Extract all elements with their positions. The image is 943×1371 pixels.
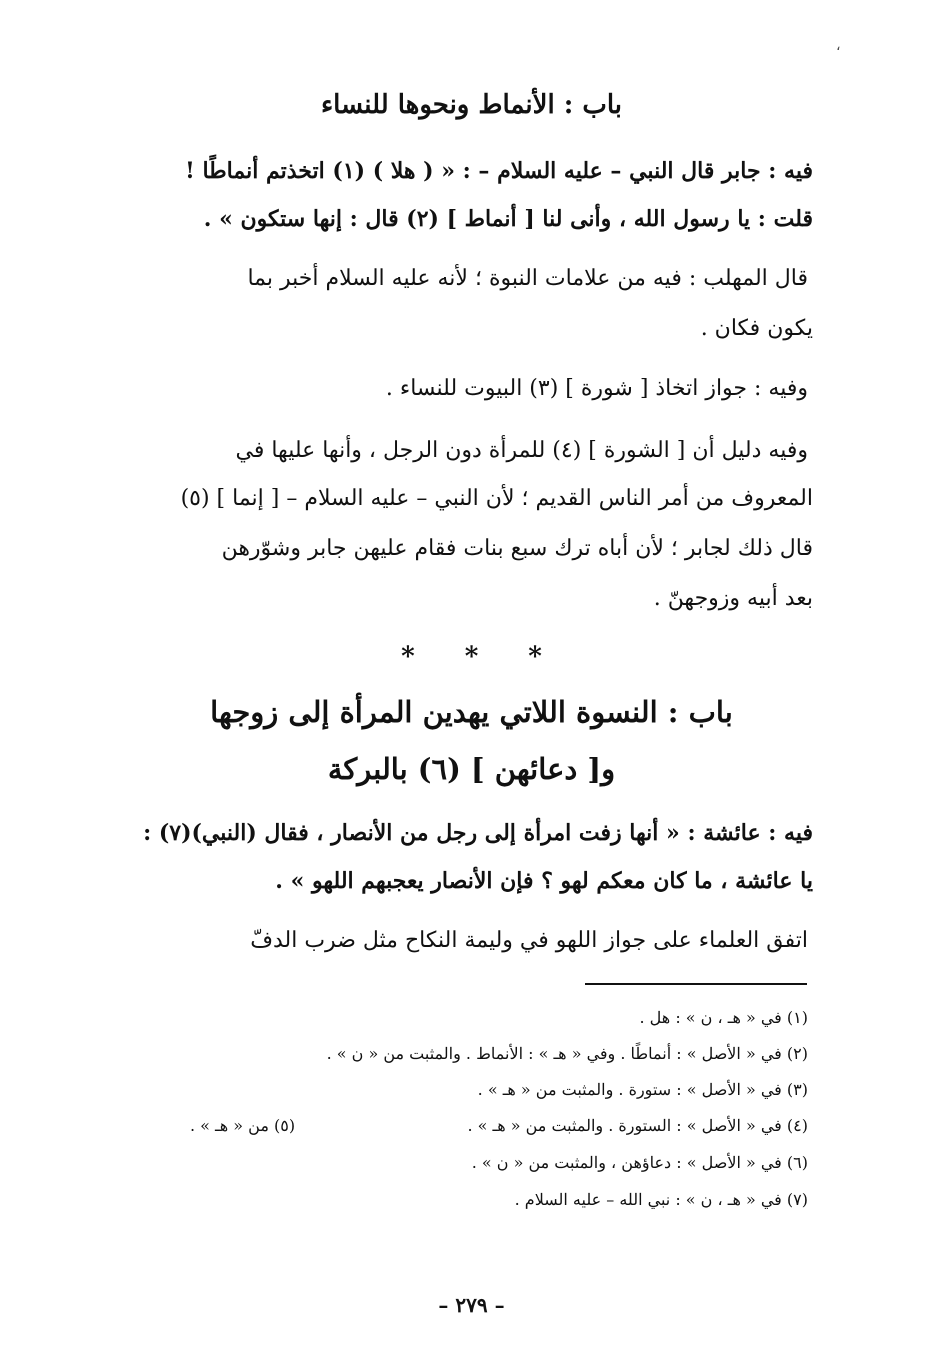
paragraph-line: اتفق العلماء على جواز اللهو في وليمة النكاح مثل ضرب الدفّ <box>250 928 808 953</box>
section-title-nisa-cont: و[ دعائهن ] (٦) بالبركة <box>327 752 616 786</box>
footnote: (٢) في « الأصل » : أنماطًا . وفي « هـ » : الأنماط . والمثبت من « ن » . <box>326 1044 808 1063</box>
hadith-line: فيه : جابر قال النبي – عليه السلام – : « ( هلا ) (١) اتخذتم أنماطًا ! <box>185 158 813 184</box>
section-separator: *** <box>401 642 592 672</box>
paragraph-line: يكون فكان . <box>700 316 813 341</box>
footnote: (٤) في « الأصل » : الستورة . والمثبت من « هـ » . <box>467 1116 808 1135</box>
hadith-line: يا عائشة ، ما كان معكم لهو ؟ فإن الأنصار يعجبهم اللهو » . <box>275 868 813 894</box>
hadith-line: قلت : يا رسول الله ، وأنى لنا [ أنماط ] (٢) قال : إنها ستكون » . <box>203 206 813 232</box>
corner-mark: ، <box>836 38 841 54</box>
footnote-divider <box>585 983 807 985</box>
paragraph-line: وفيه : جواز اتخاذ [ شورة ] (٣) البيوت للنساء . <box>385 376 808 401</box>
page-number: – ٢٧٩ – <box>438 1293 505 1317</box>
footnote: (١) في « هـ ، ن » : هل . <box>639 1008 808 1027</box>
paragraph-line: قال ذلك لجابر ؛ لأن أباه ترك سبع بنات فقام عليهن جابر وشوّرهن <box>221 536 813 561</box>
paragraph-line: المعروف من أمر الناس القديم ؛ لأن النبي – عليه السلام – [ إنما ] (٥) <box>180 486 813 511</box>
footnote: (٧) في « هـ ، ن » : نبي الله – عليه السلام . <box>514 1190 808 1209</box>
footnote: (٣) في « الأصل » : ستورة . والمثبت من « هـ » . <box>477 1080 808 1099</box>
paragraph-line: وفيه دليل أن [ الشورة ] (٤) للمرأة دون الرجل ، وأنها عليها في <box>235 438 808 463</box>
hadith-line: فيه : عائشة : « أنها زفت امرأة إلى رجل من الأنصار ، فقال (النبي)(٧) : <box>143 820 813 846</box>
footnote: (٥) من « هـ » . <box>190 1116 296 1135</box>
paragraph-line: قال المهلب : فيه من علامات النبوة ؛ لأنه عليه السلام أخبر بما <box>247 266 808 291</box>
section-title-anmat: باب : الأنماط ونحوها للنساء <box>320 90 623 120</box>
paragraph-line: بعد أبيه وزوجهنّ . <box>653 586 813 611</box>
section-title-nisa: باب : النسوة اللاتي يهدين المرأة إلى زوجها <box>210 695 733 729</box>
footnote: (٦) في « الأصل » : دعاؤهن ، والمثبت من « ن » . <box>471 1153 808 1172</box>
